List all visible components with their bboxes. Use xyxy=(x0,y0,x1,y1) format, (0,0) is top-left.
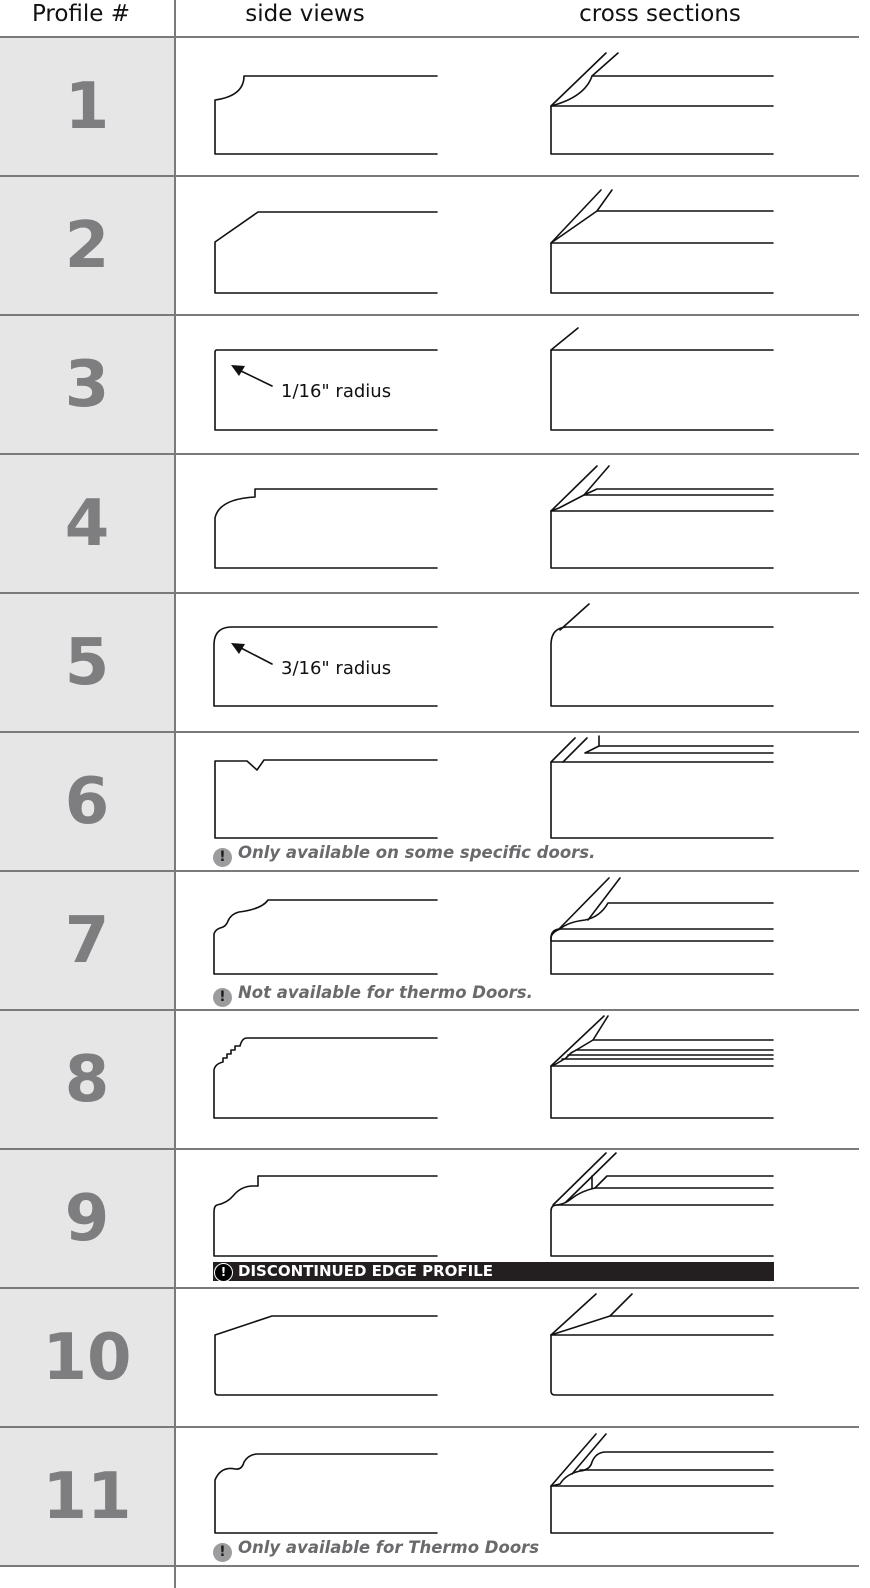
exclamation-icon: ! xyxy=(213,988,232,1007)
availability-note-7 xyxy=(213,983,533,1007)
note-text: Only available for Thermo Doors xyxy=(238,1538,540,1557)
cross-section-7 xyxy=(551,878,773,974)
side-view-6 xyxy=(215,760,437,838)
side-view-2 xyxy=(215,212,437,293)
cross-section-5 xyxy=(551,604,773,706)
note-text: Only available on some specific doors. xyxy=(238,843,596,862)
side-view-8 xyxy=(214,1038,437,1118)
side-view-1 xyxy=(215,76,437,154)
profile-number: 3 xyxy=(64,348,110,422)
discontinued-banner xyxy=(213,1262,774,1281)
header-cross-sections: cross sections xyxy=(579,1,741,27)
profile-number: 1 xyxy=(64,70,110,144)
cross-section-11 xyxy=(551,1434,773,1533)
cross-section-6 xyxy=(551,736,773,838)
header-side-views: side views xyxy=(245,1,365,27)
cross-section-2 xyxy=(551,190,773,293)
side-view-10 xyxy=(215,1316,437,1395)
profile-number: 6 xyxy=(64,765,110,839)
exclamation-icon: ! xyxy=(213,848,232,867)
profile-number: 10 xyxy=(42,1321,132,1395)
exclamation-icon: ! xyxy=(213,1543,232,1562)
profile-number: 9 xyxy=(64,1182,110,1256)
cross-section-10 xyxy=(551,1294,773,1395)
cross-section-9 xyxy=(551,1153,773,1256)
cross-section-3 xyxy=(551,328,773,430)
radius-callout-1-16: 1/16" radius xyxy=(281,381,392,402)
banner-text: DISCONTINUED EDGE PROFILE xyxy=(238,1262,494,1280)
side-view-7 xyxy=(214,900,437,974)
profile-number: 8 xyxy=(64,1043,110,1117)
exclamation-icon: ! xyxy=(214,1263,233,1282)
side-view-9 xyxy=(214,1176,437,1256)
side-view-11 xyxy=(215,1454,437,1533)
radius-callout-3-16: 3/16" radius xyxy=(281,658,392,679)
profile-number: 7 xyxy=(64,904,110,978)
cross-section-1 xyxy=(551,53,773,154)
profile-number: 2 xyxy=(64,209,110,283)
profile-number: 5 xyxy=(64,626,110,700)
side-view-4 xyxy=(215,489,437,568)
availability-note-6 xyxy=(213,843,595,867)
availability-note-11 xyxy=(213,1538,539,1562)
header-profile-number: Profile # xyxy=(31,1,131,27)
cross-section-4 xyxy=(551,466,773,568)
profile-number: 11 xyxy=(42,1460,132,1534)
cross-section-8 xyxy=(551,1016,773,1118)
note-text: Not available for thermo Doors. xyxy=(238,983,533,1002)
profile-number: 4 xyxy=(64,487,110,561)
